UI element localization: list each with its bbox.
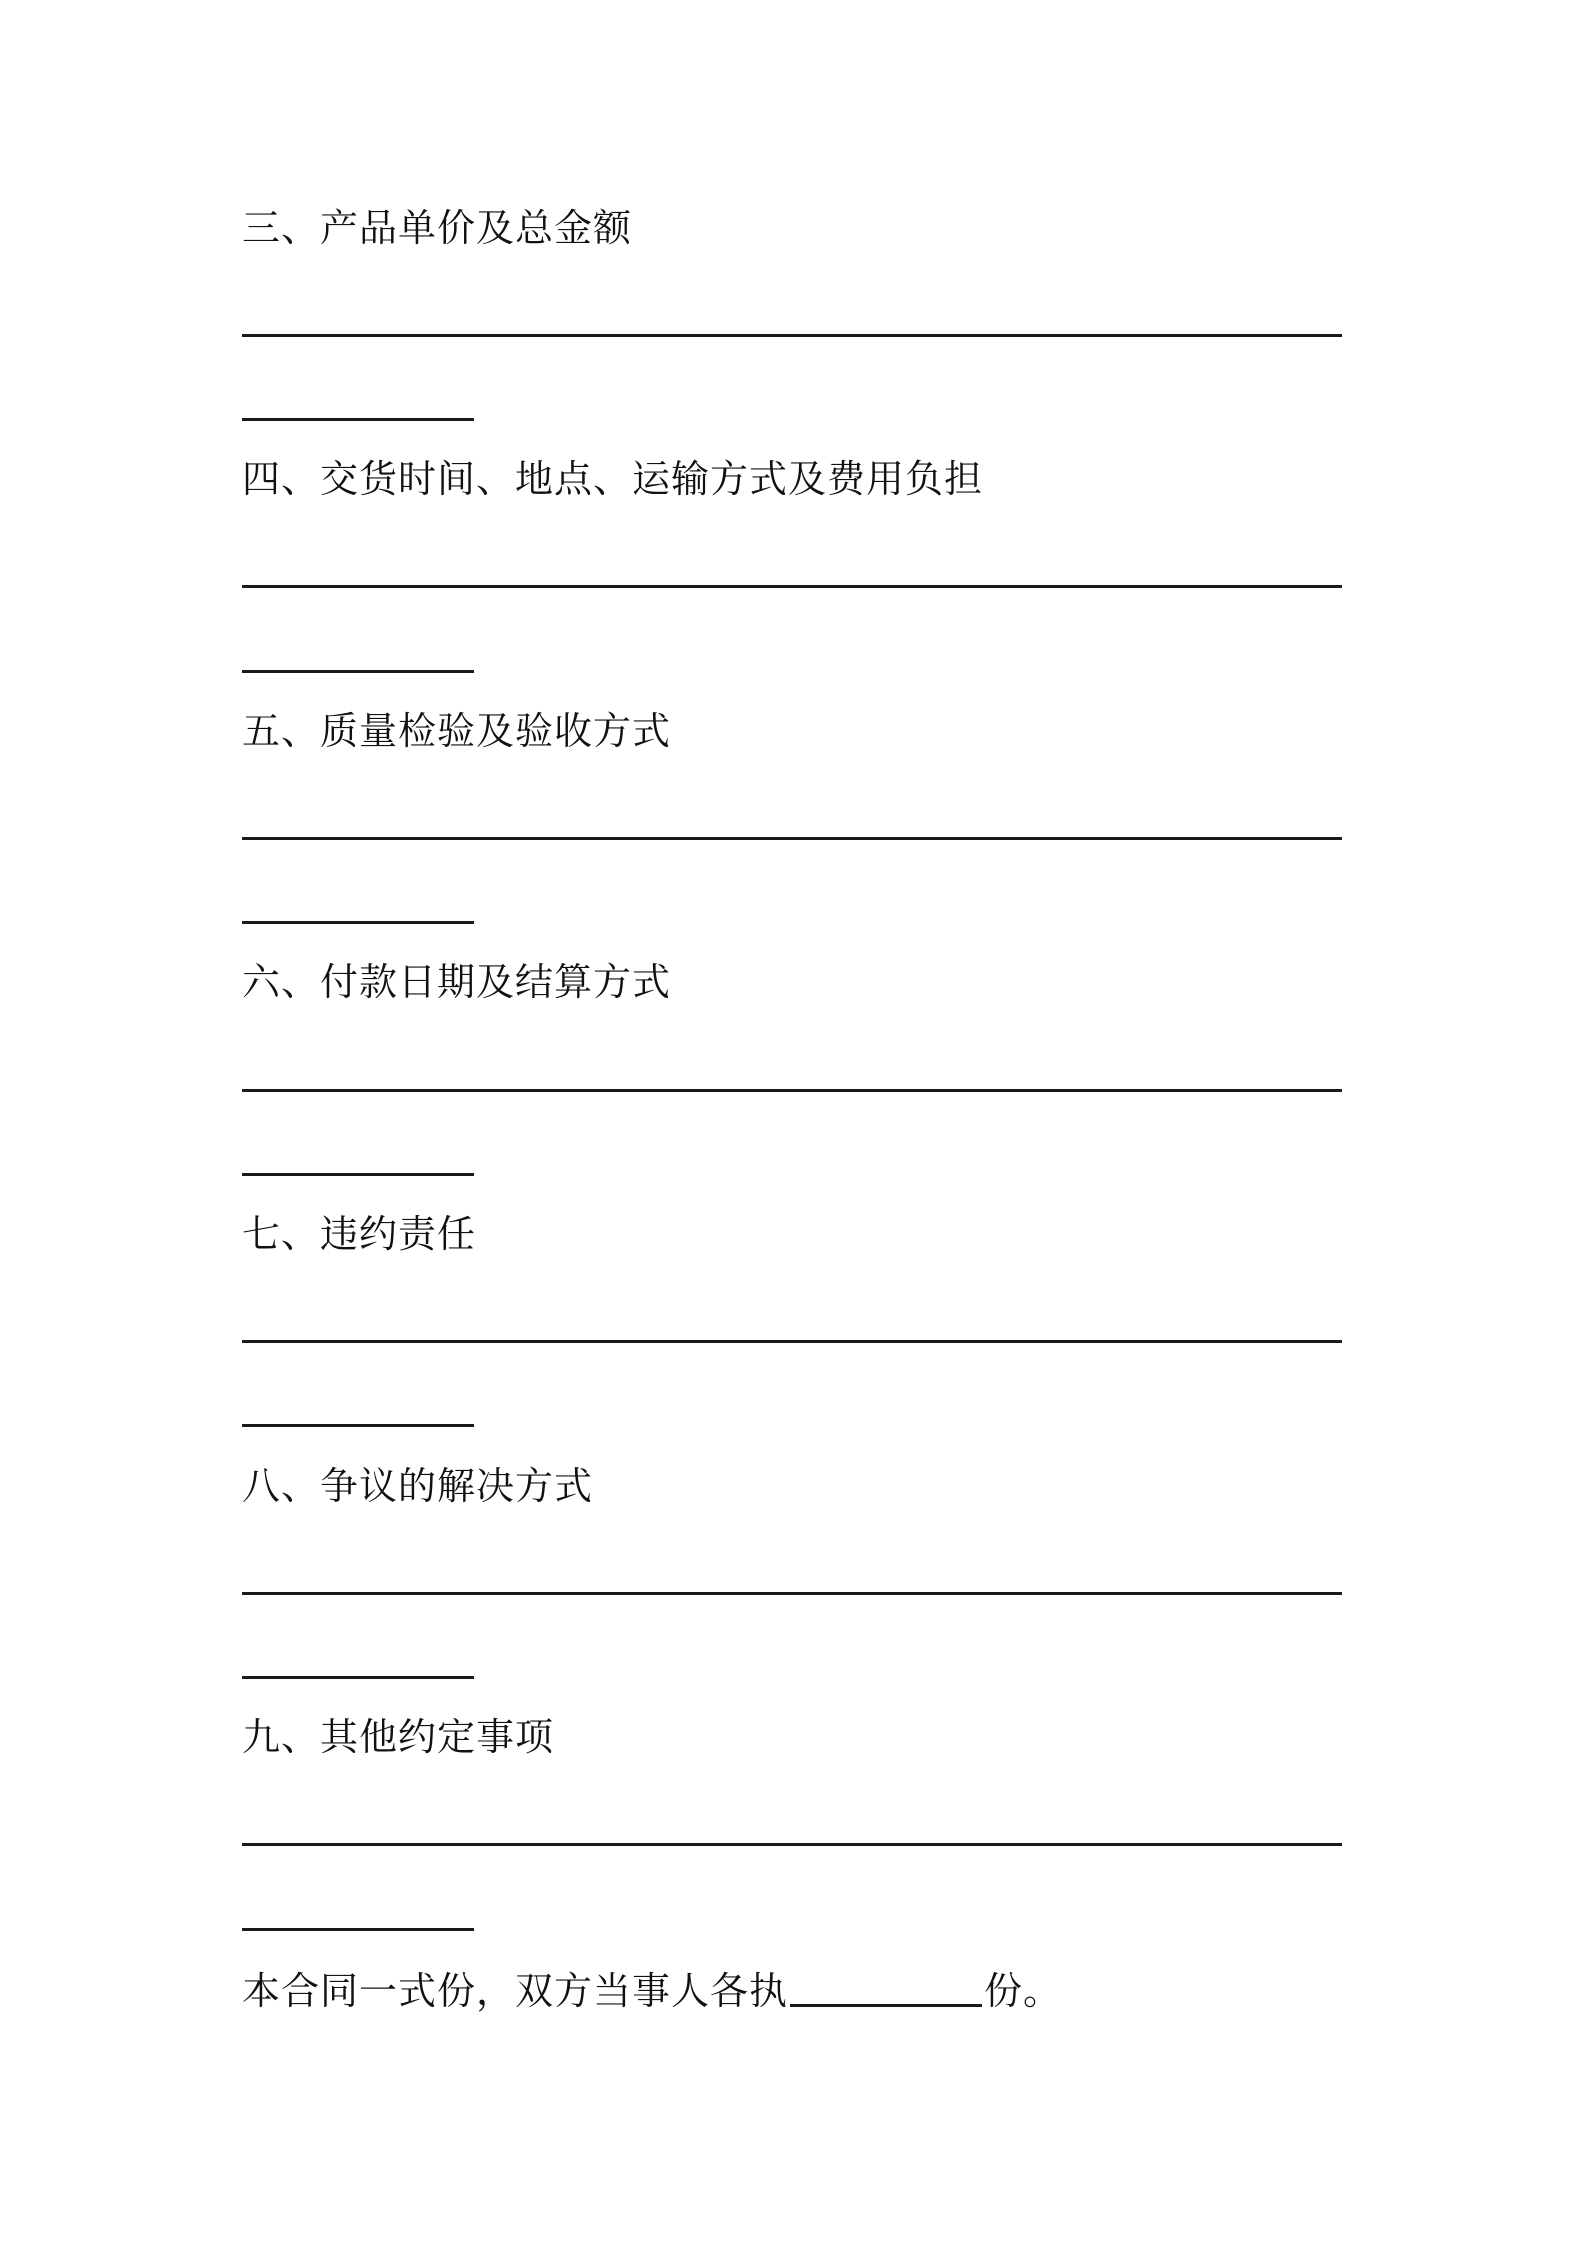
- fill-line-short: [242, 418, 474, 421]
- section-heading-4: 四、交货时间、地点、运输方式及费用负担: [242, 457, 984, 501]
- fill-line-long: [242, 585, 1342, 588]
- fill-line-long: [242, 1089, 1342, 1092]
- closing-text-before: 本合同一式份，双方当事人各执: [242, 1969, 789, 2013]
- fill-line-long: [242, 334, 1342, 337]
- fill-line-long: [242, 1340, 1342, 1343]
- fill-line-long: [242, 837, 1342, 840]
- section-heading-8: 八、争议的解决方式: [242, 1464, 594, 1508]
- section-heading-3: 三、产品单价及总金额: [242, 206, 633, 250]
- fill-line-short: [242, 1928, 474, 1931]
- fill-line-long: [242, 1843, 1342, 1846]
- fill-line-short: [242, 1173, 474, 1176]
- fill-line-long: [242, 1592, 1342, 1595]
- copies-blank: [790, 2004, 982, 2007]
- fill-line-short: [242, 1424, 474, 1427]
- fill-line-short: [242, 921, 474, 924]
- section-heading-7: 七、违约责任: [242, 1212, 477, 1256]
- section-heading-5: 五、质量检验及验收方式: [242, 709, 672, 753]
- section-heading-6: 六、付款日期及结算方式: [242, 960, 672, 1004]
- closing-statement: [242, 1967, 1062, 2015]
- fill-line-short: [242, 1676, 474, 1679]
- section-heading-9: 九、其他约定事项: [242, 1715, 555, 1759]
- fill-line-short: [242, 670, 474, 673]
- closing-text-after: 份。: [984, 1969, 1063, 2013]
